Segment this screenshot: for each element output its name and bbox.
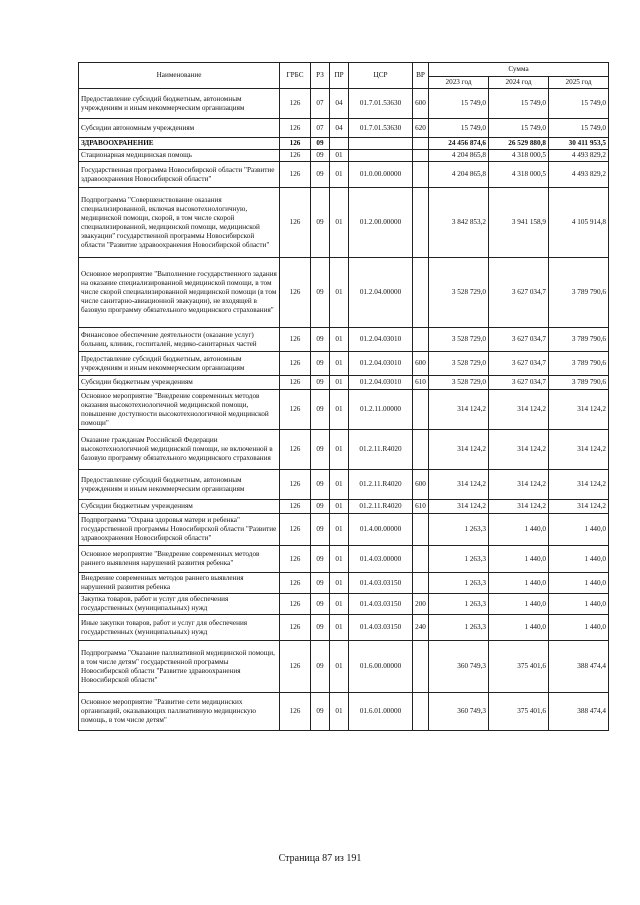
row-vr [413, 546, 429, 573]
budget-table [78, 62, 609, 731]
row-pr: 01 [330, 546, 349, 573]
row-amount-2023: 4 204 865,8 [429, 162, 489, 188]
header-year-2023: 2023 год [429, 77, 489, 89]
row-csr: 01.2.11.R4020 [349, 500, 413, 514]
table-row [79, 138, 609, 150]
row-pr: 01 [330, 376, 349, 390]
header-sum: Сумма [429, 63, 609, 77]
table-row [79, 430, 609, 470]
row-pr: 01 [330, 188, 349, 258]
row-name: Финансовое обеспечение деятельности (оказание услуг) больниц, клиник, госпиталей, медико-санитарных частей [79, 328, 280, 352]
row-csr: 01.4.00.00000 [349, 514, 413, 546]
table-row [79, 328, 609, 352]
row-name: Подпрограмма "Совершенствование оказания специализированной, включая высокотехнологичную, медицинской помощи, скорой, в том числе скорой специализированной, медицинской помощи, медицинской эвакуации" государственной программы Новосибирской области "Развитие здравоохранения Новосибирской области" [79, 188, 280, 258]
row-amount-2025: 15 749,0 [549, 119, 609, 138]
row-amount-2024: 3 627 034,7 [489, 376, 549, 390]
row-grbs: 126 [280, 162, 311, 188]
row-amount-2024: 1 440,0 [489, 615, 549, 641]
row-name: Предоставление субсидий бюджетным, автономным учреждениям и иным некоммерческим организациям [79, 470, 280, 500]
row-grbs: 126 [280, 376, 311, 390]
table-row [79, 352, 609, 376]
row-pr: 01 [330, 352, 349, 376]
row-amount-2024: 314 124,2 [489, 390, 549, 430]
row-name: ЗДРАВООХРАНЕНИЕ [79, 138, 280, 150]
row-name: Субсидии бюджетным учреждениям [79, 500, 280, 514]
row-amount-2025: 388 474,4 [549, 641, 609, 693]
row-vr [413, 693, 429, 731]
row-name: Подпрограмма "Оказание паллиативной медицинской помощи, в том числе детям" государственной программы Новосибирской области "Развитие здравоохранения Новосибирской области" [79, 641, 280, 693]
row-pr: 01 [330, 162, 349, 188]
row-csr: 01.2.04.03010 [349, 328, 413, 352]
page-number: Страница 87 из 191 [278, 853, 362, 864]
row-amount-2024: 3 627 034,7 [489, 328, 549, 352]
row-csr: 01.2.04.03010 [349, 352, 413, 376]
row-amount-2023: 3 528 729,0 [429, 376, 489, 390]
row-amount-2023: 15 749,0 [429, 89, 489, 119]
row-vr: 240 [413, 615, 429, 641]
row-name: Предоставление субсидий бюджетным, автономным учреждениям и иным некоммерческим организациям [79, 89, 280, 119]
row-pr: 04 [330, 89, 349, 119]
row-rz: 09 [311, 376, 330, 390]
row-csr: 01.2.04.03010 [349, 376, 413, 390]
row-rz: 07 [311, 89, 330, 119]
row-pr: 01 [330, 594, 349, 615]
row-amount-2024: 26 529 880,8 [489, 138, 549, 150]
table-row [79, 390, 609, 430]
table-row [79, 470, 609, 500]
row-name: Иные закупки товаров, работ и услуг для обеспечения государственных (муниципальных) нужд [79, 615, 280, 641]
row-vr: 600 [413, 470, 429, 500]
table-row [79, 150, 609, 162]
row-name: Основное мероприятие "Развитие сети медицинских организаций, оказывающих паллиативную медицинскую помощь, в том числе детям" [79, 693, 280, 731]
row-amount-2023: 3 528 729,0 [429, 352, 489, 376]
row-grbs: 126 [280, 470, 311, 500]
row-amount-2023: 3 528 729,0 [429, 258, 489, 328]
row-name: Основное мероприятие "Внедрение современных методов оказания высокотехнологичной медицинской помощи, повышение доступности высокотехнологичной медицинской помощи" [79, 390, 280, 430]
row-csr: 01.7.01.53630 [349, 89, 413, 119]
row-grbs: 126 [280, 138, 311, 150]
row-grbs: 126 [280, 150, 311, 162]
row-rz: 09 [311, 693, 330, 731]
header-grbs: ГРБС [280, 63, 311, 89]
row-pr: 01 [330, 573, 349, 594]
header-year-2024: 2024 год [489, 77, 549, 89]
row-amount-2023: 15 749,0 [429, 119, 489, 138]
row-rz: 09 [311, 328, 330, 352]
row-amount-2024: 3 627 034,7 [489, 258, 549, 328]
row-pr: 01 [330, 430, 349, 470]
row-amount-2025: 1 440,0 [549, 615, 609, 641]
row-vr [413, 641, 429, 693]
row-name: Оказание гражданам Российской Федерации высокотехнологичной медицинской помощи, не включенной в базовую программу обязательного медицинского страхования [79, 430, 280, 470]
row-amount-2024: 1 440,0 [489, 514, 549, 546]
row-rz: 09 [311, 514, 330, 546]
row-amount-2025: 30 411 953,5 [549, 138, 609, 150]
table-body [79, 89, 609, 731]
row-rz: 09 [311, 188, 330, 258]
row-name: Государственная программа Новосибирской области "Развитие здравоохранения Новосибирской области" [79, 162, 280, 188]
row-rz: 09 [311, 615, 330, 641]
row-rz: 09 [311, 641, 330, 693]
row-amount-2023: 314 124,2 [429, 500, 489, 514]
row-vr [413, 188, 429, 258]
row-amount-2025: 314 124,2 [549, 430, 609, 470]
row-pr: 01 [330, 615, 349, 641]
table-row [79, 641, 609, 693]
row-amount-2023: 314 124,2 [429, 470, 489, 500]
row-amount-2025: 1 440,0 [549, 514, 609, 546]
row-grbs: 126 [280, 693, 311, 731]
header-csr: ЦСР [349, 63, 413, 89]
row-amount-2024: 15 749,0 [489, 89, 549, 119]
table-row [79, 89, 609, 119]
table-row [79, 514, 609, 546]
row-pr: 04 [330, 119, 349, 138]
row-vr: 620 [413, 119, 429, 138]
row-rz: 09 [311, 162, 330, 188]
row-amount-2025: 1 440,0 [549, 594, 609, 615]
table-row [79, 162, 609, 188]
row-name: Предоставление субсидий бюджетным, автономным учреждениям и иным некоммерческим организациям [79, 352, 280, 376]
row-amount-2024: 1 440,0 [489, 573, 549, 594]
row-pr: 01 [330, 258, 349, 328]
row-vr [413, 138, 429, 150]
header-rz: РЗ [311, 63, 330, 89]
row-amount-2025: 3 789 790,6 [549, 376, 609, 390]
row-csr: 01.4.03.00000 [349, 546, 413, 573]
row-vr [413, 390, 429, 430]
row-vr [413, 514, 429, 546]
row-amount-2025: 1 440,0 [549, 573, 609, 594]
row-rz: 09 [311, 352, 330, 376]
row-pr: 01 [330, 641, 349, 693]
row-grbs: 126 [280, 573, 311, 594]
row-grbs: 126 [280, 546, 311, 573]
row-amount-2024: 3 627 034,7 [489, 352, 549, 376]
row-name: Внедрение современных методов раннего выявления нарушений развития ребенка [79, 573, 280, 594]
row-csr: 01.2.11.R4020 [349, 430, 413, 470]
row-csr: 01.2.11.R4020 [349, 470, 413, 500]
row-name: Основное мероприятие "Внедрение современных методов раннего выявления нарушений развития ребенка" [79, 546, 280, 573]
row-amount-2023: 1 263,3 [429, 514, 489, 546]
row-amount-2025: 314 124,2 [549, 390, 609, 430]
row-rz: 09 [311, 500, 330, 514]
row-grbs: 126 [280, 89, 311, 119]
row-csr: 01.2.00.00000 [349, 188, 413, 258]
row-amount-2024: 1 440,0 [489, 594, 549, 615]
row-amount-2025: 15 749,0 [549, 89, 609, 119]
row-vr: 600 [413, 89, 429, 119]
row-name: Закупка товаров, работ и услуг для обеспечения государственных (муниципальных) нужд [79, 594, 280, 615]
table-row [79, 615, 609, 641]
row-csr: 01.6.01.00000 [349, 693, 413, 731]
row-csr: 01.4.03.03150 [349, 615, 413, 641]
row-amount-2024: 314 124,2 [489, 430, 549, 470]
row-csr: 01.0.00.00000 [349, 162, 413, 188]
row-vr: 610 [413, 500, 429, 514]
row-grbs: 126 [280, 258, 311, 328]
row-name: Подпрограмма "Охрана здоровья матери и ребенка" государственной программы Новосибирской области "Развитие здравоохранения Новосибирской области" [79, 514, 280, 546]
row-rz: 09 [311, 138, 330, 150]
row-amount-2025: 388 474,4 [549, 693, 609, 731]
row-name: Субсидии бюджетным учреждениям [79, 376, 280, 390]
row-grbs: 126 [280, 641, 311, 693]
row-rz: 09 [311, 430, 330, 470]
row-amount-2023: 360 749,3 [429, 641, 489, 693]
row-amount-2023: 3 528 729,0 [429, 328, 489, 352]
row-vr: 610 [413, 376, 429, 390]
table-row [79, 500, 609, 514]
row-grbs: 126 [280, 352, 311, 376]
row-vr: 200 [413, 594, 429, 615]
row-grbs: 126 [280, 390, 311, 430]
row-grbs: 126 [280, 328, 311, 352]
row-vr: 600 [413, 352, 429, 376]
table-row [79, 546, 609, 573]
row-grbs: 126 [280, 615, 311, 641]
row-amount-2024: 314 124,2 [489, 470, 549, 500]
row-amount-2024: 15 749,0 [489, 119, 549, 138]
row-pr: 01 [330, 328, 349, 352]
row-amount-2024: 375 401,6 [489, 693, 549, 731]
row-amount-2023: 314 124,2 [429, 430, 489, 470]
row-amount-2023: 1 263,3 [429, 615, 489, 641]
row-amount-2023: 1 263,3 [429, 573, 489, 594]
row-vr [413, 150, 429, 162]
row-vr [413, 430, 429, 470]
header-vr: ВР [413, 63, 429, 89]
row-name: Субсидии автономным учреждениям [79, 119, 280, 138]
row-vr [413, 573, 429, 594]
row-amount-2025: 4 105 914,8 [549, 188, 609, 258]
row-amount-2025: 4 493 829,2 [549, 150, 609, 162]
row-amount-2025: 314 124,2 [549, 470, 609, 500]
row-csr: 01.7.01.53630 [349, 119, 413, 138]
row-amount-2025: 314 124,2 [549, 500, 609, 514]
row-rz: 09 [311, 470, 330, 500]
row-csr: 01.4.03.03150 [349, 573, 413, 594]
table-row [79, 258, 609, 328]
row-vr [413, 162, 429, 188]
row-pr: 01 [330, 390, 349, 430]
row-amount-2023: 4 204 865,8 [429, 150, 489, 162]
header-pr: ПР [330, 63, 349, 89]
row-amount-2023: 3 842 853,2 [429, 188, 489, 258]
row-csr: 01.4.03.03150 [349, 594, 413, 615]
row-grbs: 126 [280, 188, 311, 258]
table-row [79, 119, 609, 138]
row-amount-2024: 375 401,6 [489, 641, 549, 693]
row-rz: 07 [311, 119, 330, 138]
row-amount-2023: 1 263,3 [429, 546, 489, 573]
row-amount-2024: 3 941 158,9 [489, 188, 549, 258]
row-rz: 09 [311, 150, 330, 162]
table-row [79, 376, 609, 390]
row-csr [349, 138, 413, 150]
row-amount-2025: 1 440,0 [549, 546, 609, 573]
row-name: Основное мероприятие "Выполнение государственного задания на оказание специализированной медицинской помощи, в том числе скорой специализированной медицинской помощи (в том числе санитарно-авиационной эвакуации), не входящей в базовую программу обязательного медицинского страхования" [79, 258, 280, 328]
row-amount-2024: 1 440,0 [489, 546, 549, 573]
table-row [79, 594, 609, 615]
table-row [79, 693, 609, 731]
row-amount-2024: 4 318 000,5 [489, 150, 549, 162]
row-pr [330, 138, 349, 150]
row-rz: 09 [311, 573, 330, 594]
row-rz: 09 [311, 258, 330, 328]
row-amount-2023: 24 456 874,6 [429, 138, 489, 150]
row-amount-2025: 3 789 790,6 [549, 328, 609, 352]
row-amount-2023: 360 749,3 [429, 693, 489, 731]
row-amount-2025: 3 789 790,6 [549, 352, 609, 376]
row-grbs: 126 [280, 119, 311, 138]
row-amount-2024: 4 318 000,5 [489, 162, 549, 188]
table-row [79, 188, 609, 258]
row-csr [349, 150, 413, 162]
row-amount-2023: 1 263,3 [429, 594, 489, 615]
header-year-2025: 2025 год [549, 77, 609, 89]
row-amount-2023: 314 124,2 [429, 390, 489, 430]
header-name: Наименование [79, 63, 280, 89]
row-pr: 01 [330, 470, 349, 500]
row-pr: 01 [330, 514, 349, 546]
row-vr [413, 328, 429, 352]
row-csr: 01.6.00.00000 [349, 641, 413, 693]
row-amount-2025: 3 789 790,6 [549, 258, 609, 328]
row-pr: 01 [330, 150, 349, 162]
table-row [79, 573, 609, 594]
row-csr: 01.2.11.00000 [349, 390, 413, 430]
row-amount-2024: 314 124,2 [489, 500, 549, 514]
row-pr: 01 [330, 500, 349, 514]
row-grbs: 126 [280, 500, 311, 514]
row-grbs: 126 [280, 430, 311, 470]
row-amount-2025: 4 493 829,2 [549, 162, 609, 188]
row-rz: 09 [311, 390, 330, 430]
row-pr: 01 [330, 693, 349, 731]
row-csr: 01.2.04.00000 [349, 258, 413, 328]
row-grbs: 126 [280, 514, 311, 546]
row-grbs: 126 [280, 594, 311, 615]
row-rz: 09 [311, 546, 330, 573]
row-name: Стационарная медицинская помощь [79, 150, 280, 162]
row-rz: 09 [311, 594, 330, 615]
row-vr [413, 258, 429, 328]
